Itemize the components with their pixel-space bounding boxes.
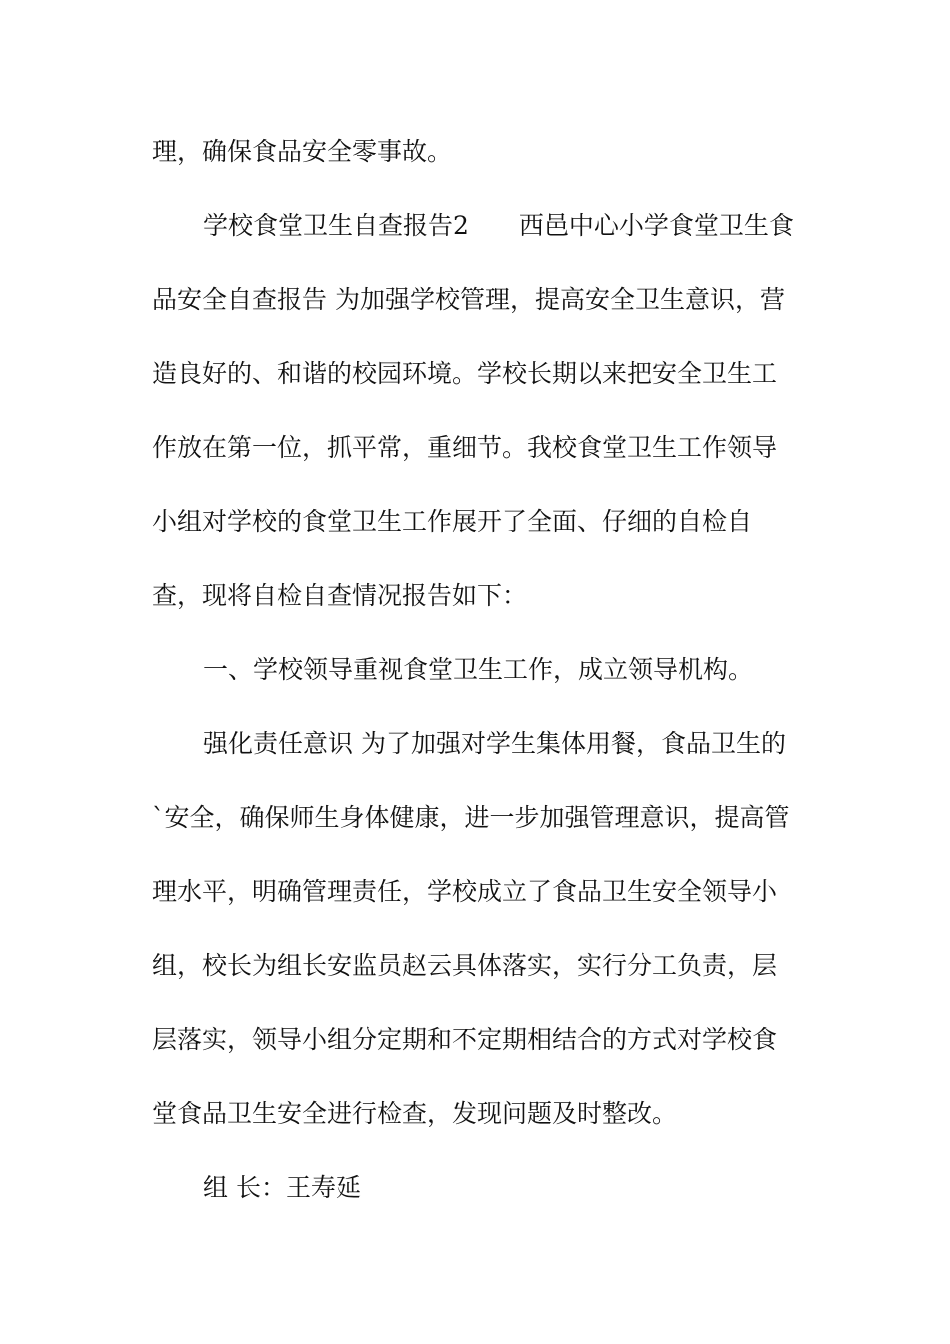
text-line-5: 作放在第一位，抓平常，重细节。我校食堂卫生工作领导 xyxy=(152,433,778,462)
text-line-3: 品安全自查报告 为加强学校管理，提高安全卫生意识，营 xyxy=(152,285,785,314)
section-heading-line: 学校食堂卫生自查报告2 西邑中心小学食堂卫生食 xyxy=(203,211,794,240)
group-leader-line: 组 长：王寿延 xyxy=(203,1173,361,1202)
text-line-11: 理水平，明确管理责任，学校成立了食品卫生安全领导小 xyxy=(152,877,778,906)
text-line-14: 堂食品卫生安全进行检查，发现问题及时整改。 xyxy=(152,1099,678,1128)
text-line-4: 造良好的、和谐的校园环境。学校长期以来把安全卫生工 xyxy=(152,359,778,388)
subheading-line: 一、学校领导重视食堂卫生工作，成立领导机构。 xyxy=(203,655,754,684)
text-line-1: 理，确保食品安全零事故。 xyxy=(152,137,453,166)
text-line-7: 查，现将自检自查情况报告如下： xyxy=(152,581,528,610)
text-line-13: 层落实，领导小组分定期和不定期相结合的方式对学校食 xyxy=(152,1025,778,1054)
text-line-12: 组，校长为组长安监员赵云具体落实，实行分工负责，层 xyxy=(152,951,778,980)
text-line-10: `安全，确保师生身体健康，进一步加强管理意识，提高管 xyxy=(152,803,790,832)
text-line-9: 强化责任意识 为了加强对学生集体用餐，食品卫生的 xyxy=(203,729,786,758)
text-line-6: 小组对学校的食堂卫生工作展开了全面、仔细的自检自 xyxy=(152,507,753,536)
